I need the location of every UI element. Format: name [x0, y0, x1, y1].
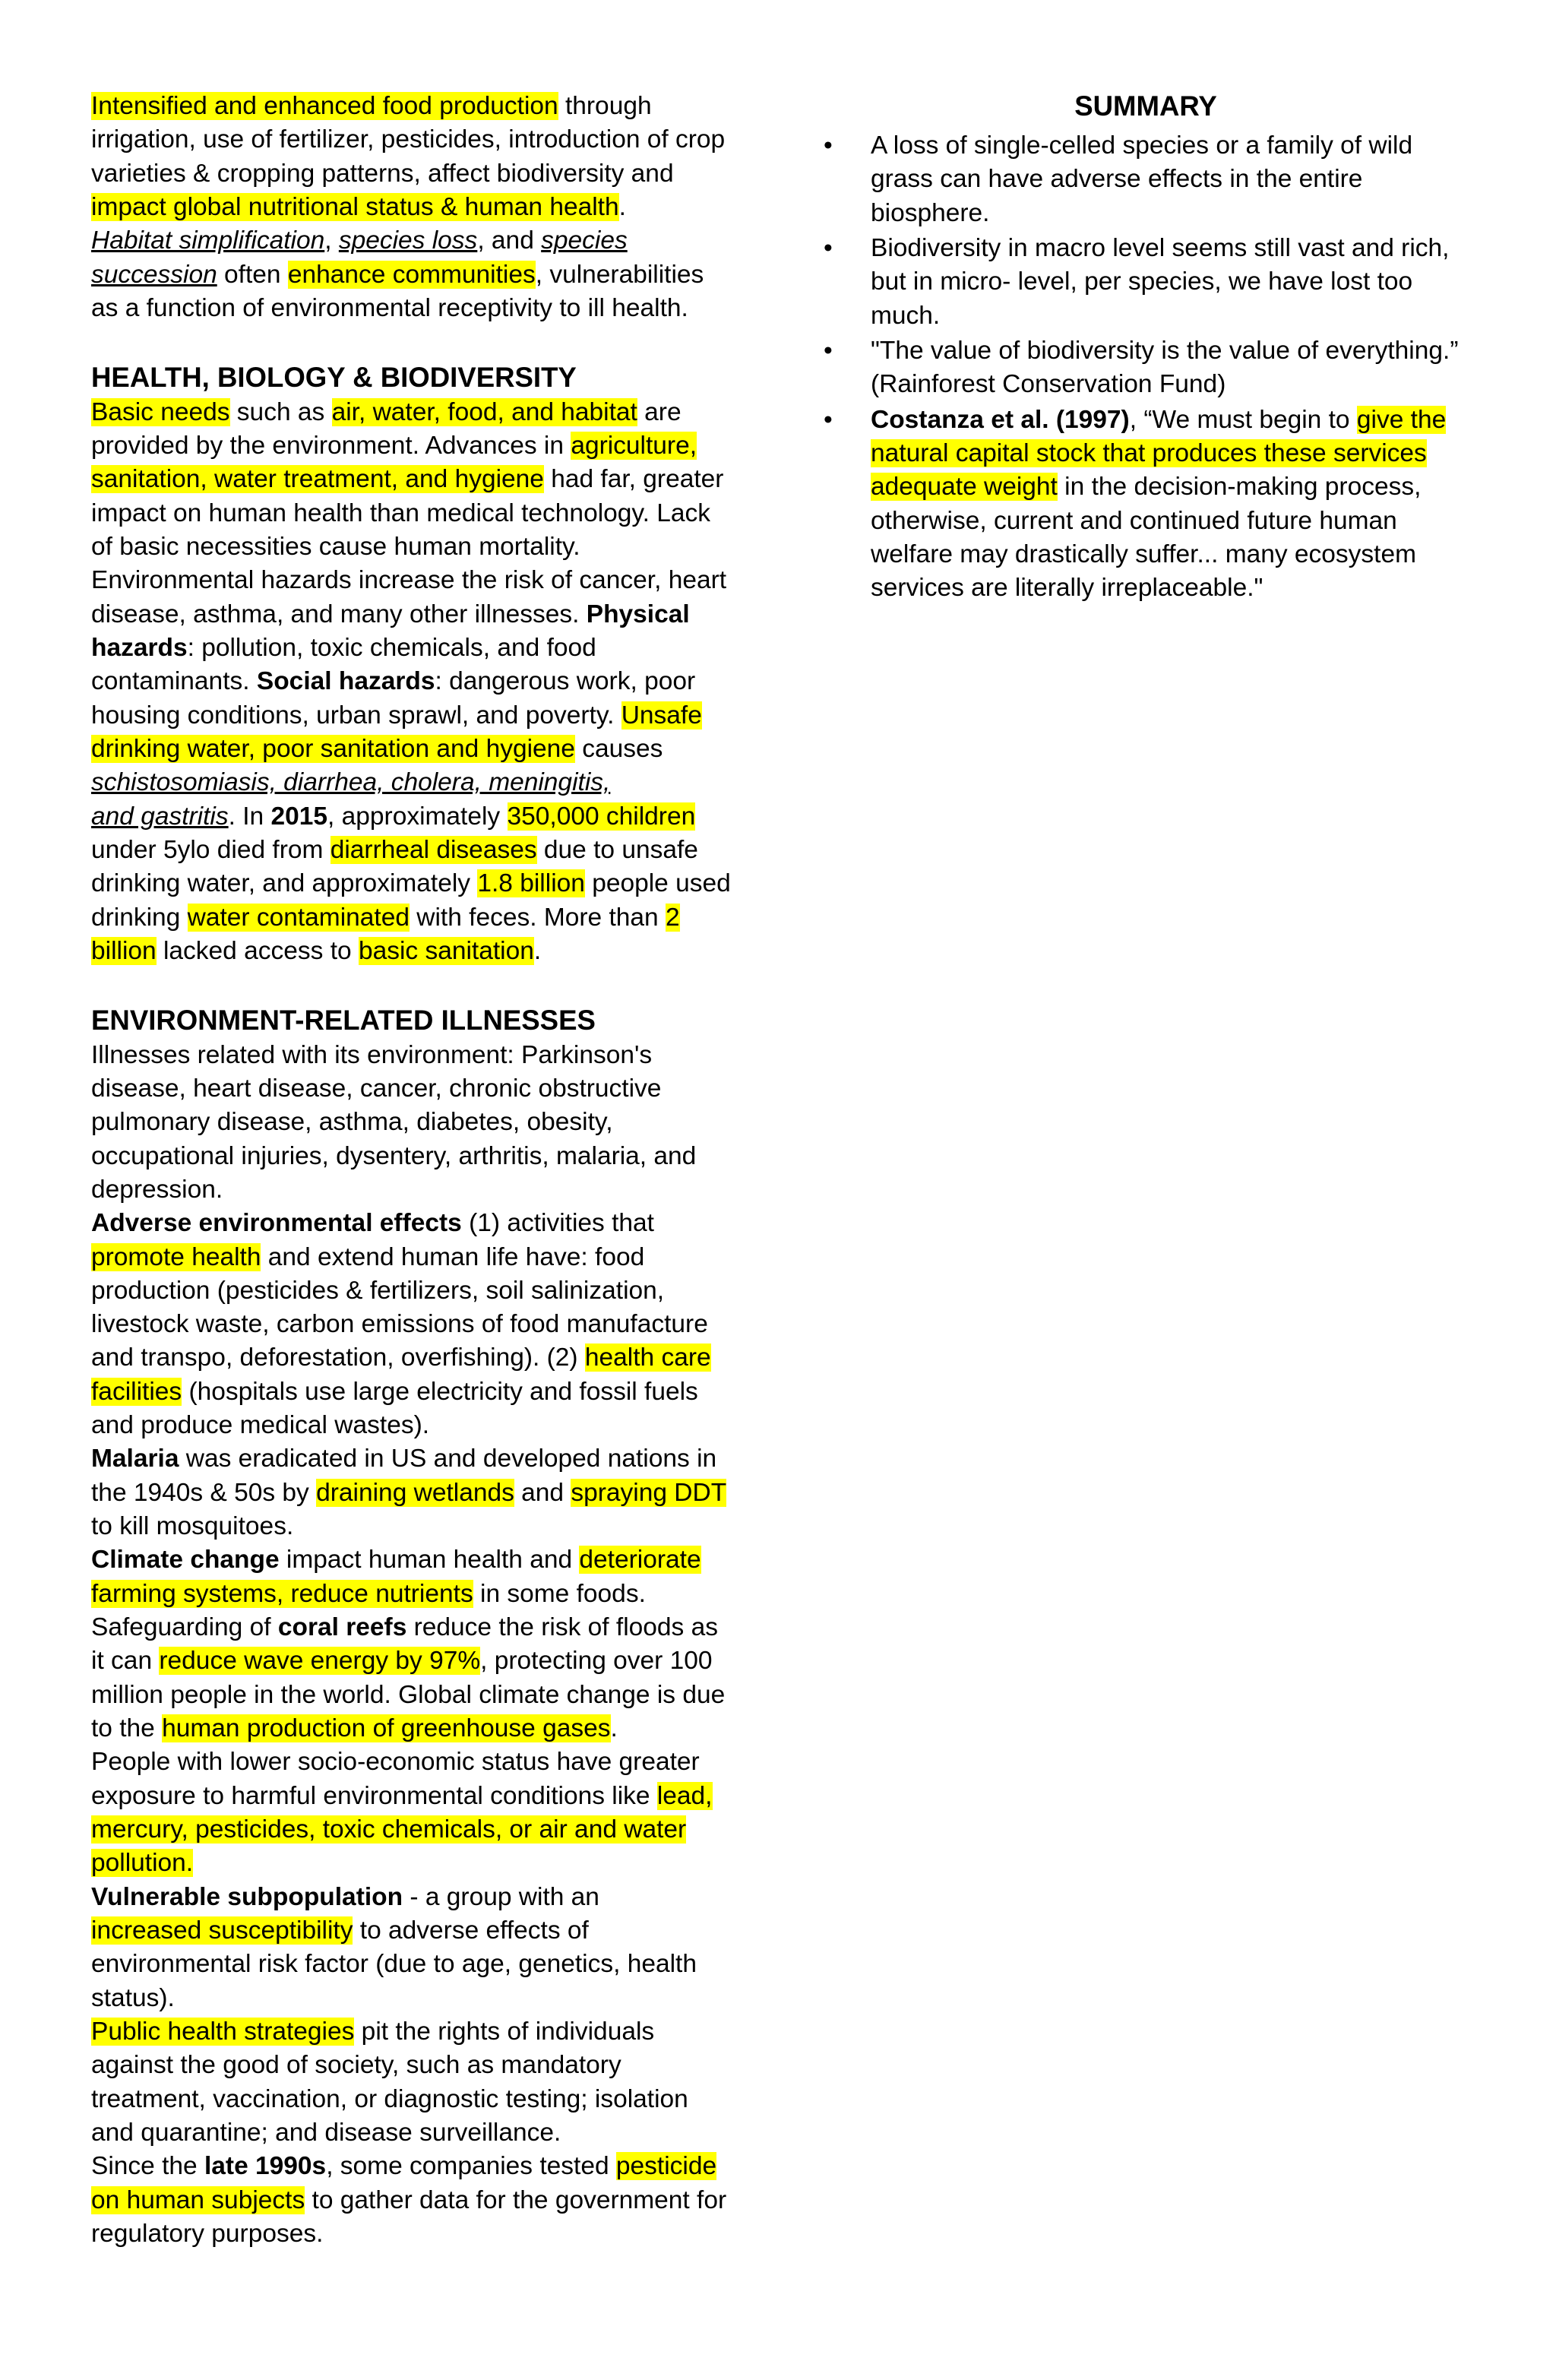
underlined-text: Habitat simplification	[91, 226, 325, 255]
highlighted-text: 1.8 billion	[477, 869, 585, 898]
text-run: such as	[229, 397, 332, 426]
text-run: contaminants.	[91, 667, 257, 696]
bold-text: Climate change	[91, 1546, 280, 1575]
text-run: grass can have adverse effects in the entire	[871, 165, 1363, 194]
text-run: through	[558, 92, 652, 120]
text-line	[91, 1881, 760, 1914]
text-run: irrigation, use of fertilizer, pesticides, introduction of crop	[91, 125, 726, 154]
text-run: as a function of environmental receptivity to ill health.	[91, 293, 688, 322]
highlighted-text: adequate weight	[871, 473, 1058, 502]
text-run: and quarantine; and disease surveillance.	[91, 2119, 561, 2147]
bold-text: late 1990s	[204, 2152, 327, 2181]
bold-text: Vulnerable subpopulation	[91, 1882, 403, 1911]
text-run: impact human health and	[279, 1546, 580, 1575]
text-line	[91, 258, 760, 292]
highlighted-text: health care	[584, 1343, 711, 1372]
text-line	[91, 1140, 760, 1173]
text-line	[871, 437, 1463, 470]
text-line	[91, 292, 760, 325]
text-run: and	[514, 1478, 571, 1507]
text-line	[91, 1442, 760, 1476]
bold-text: Malaria	[91, 1445, 179, 1473]
summary-list	[824, 129, 1463, 606]
text-line	[91, 396, 760, 429]
underlined-text: species loss	[338, 226, 478, 255]
text-section	[91, 90, 760, 325]
text-run: biosphere.	[871, 198, 990, 227]
text-run: services are literally irreplaceable."	[871, 574, 1263, 603]
summary-bullet-item	[824, 404, 1463, 606]
text-run: disease, asthma, and many other illnesses.	[91, 600, 587, 628]
highlighted-text: Unsafe	[621, 701, 702, 730]
text-line	[871, 129, 1463, 163]
text-run: and produce medical wastes).	[91, 1411, 430, 1440]
underlined-text: succession	[91, 260, 217, 289]
text-line	[871, 404, 1463, 437]
text-line	[91, 1813, 760, 1847]
text-run: livestock waste, carbon emissions of food manufacture	[91, 1310, 708, 1339]
text-run: Illnesses related with its environment: Parkinson's	[91, 1040, 653, 1069]
right-column	[824, 88, 1463, 606]
text-line	[91, 598, 760, 631]
text-run: .	[533, 936, 542, 965]
text-run: with feces. More than	[409, 903, 666, 932]
text-run: against the good of society, such as mandatory	[91, 2051, 621, 2080]
text-run: otherwise, current and continued future human	[871, 506, 1397, 535]
text-line	[91, 1039, 760, 1072]
bold-text: Social hazards	[256, 667, 435, 696]
text-line	[871, 538, 1463, 571]
text-line	[91, 224, 760, 258]
text-run: and extend human life have: food	[261, 1242, 645, 1271]
text-line	[91, 2015, 760, 2049]
text-line	[91, 1274, 760, 1308]
text-run: it can	[91, 1647, 160, 1676]
text-run: to the	[91, 1714, 163, 1743]
text-line	[871, 299, 1463, 333]
text-run: pit the rights of individuals	[354, 2018, 655, 2046]
highlighted-text: sanitation, water treatment, and hygiene	[91, 465, 544, 494]
underlined-text: species	[541, 226, 628, 255]
highlighted-text: facilities	[91, 1377, 182, 1406]
text-line	[91, 665, 760, 698]
text-run: was eradicated in US and developed nations in	[179, 1445, 717, 1473]
text-run: the 1940s & 50s by	[91, 1478, 317, 1507]
text-run: but in micro- level, per species, we have lost too	[871, 267, 1413, 296]
text-line	[91, 497, 760, 530]
text-line	[91, 1341, 760, 1375]
text-run: : pollution, toxic chemicals, and food	[187, 633, 596, 662]
bold-text: Physical	[586, 600, 690, 628]
text-line	[91, 867, 760, 900]
text-run: . In	[228, 802, 271, 831]
text-run: (1) activities that	[461, 1209, 654, 1238]
text-run: due to unsafe	[536, 835, 698, 864]
highlighted-text: agriculture,	[571, 431, 697, 460]
text-run: environmental risk factor (due to age, genetics, health	[91, 1950, 697, 1979]
text-line	[91, 901, 760, 935]
summary-bullet-item	[824, 129, 1463, 230]
text-line	[91, 1510, 760, 1543]
highlighted-text: diarrheal diseases	[330, 835, 537, 864]
text-line	[91, 463, 760, 496]
highlighted-text: promote health	[91, 1242, 261, 1271]
text-run: , “We must begin to	[1129, 405, 1357, 434]
text-run: Biodiversity in macro level seems still vast and rich,	[871, 233, 1450, 262]
text-line	[91, 2083, 760, 2116]
bullet-marker: •	[824, 336, 833, 365]
section-heading: ENVIRONMENT-RELATED ILLNESSES	[91, 1004, 596, 1036]
highlighted-text: mercury, pesticides, toxic chemicals, or air and water	[91, 1815, 687, 1844]
highlighted-text: Basic needs	[91, 397, 230, 426]
left-column	[91, 90, 760, 2251]
bullet-marker: •	[824, 131, 833, 160]
text-line	[91, 1914, 760, 1948]
highlighted-text: on human subjects	[91, 2185, 305, 2214]
text-run: drinking	[91, 903, 188, 932]
text-run: lacked access to	[156, 936, 359, 965]
text-line	[91, 157, 760, 191]
text-run: Safeguarding of	[91, 1613, 278, 1642]
highlighted-text: impact global nutritional status & human health	[91, 192, 619, 221]
text-line	[871, 197, 1463, 230]
highlighted-text: enhance communities	[287, 260, 536, 289]
highlighted-text: pollution.	[91, 1849, 194, 1878]
text-run: , some companies tested	[326, 2152, 616, 2181]
text-run: in the decision-making process,	[1057, 473, 1422, 502]
text-run: provided by the environment. Advances in	[91, 431, 571, 460]
text-run: Since the	[91, 2152, 204, 2181]
text-run: pulmonary disease, asthma, diabetes, obesity,	[91, 1108, 613, 1137]
text-run: had far, greater	[543, 465, 724, 494]
text-run: drinking water, and approximately	[91, 869, 478, 898]
text-line	[91, 564, 760, 597]
highlighted-text: billion	[91, 936, 157, 965]
highlighted-text: give the	[1356, 405, 1447, 434]
highlighted-text: 350,000 children	[507, 802, 696, 831]
highlighted-text: 2	[666, 903, 680, 932]
text-run: , approximately	[327, 802, 508, 831]
text-run: people used	[584, 869, 731, 898]
text-line	[871, 505, 1463, 538]
text-line	[91, 1780, 760, 1813]
text-line	[91, 1948, 760, 1981]
text-line	[871, 334, 1463, 368]
text-line	[91, 935, 760, 968]
text-line	[91, 1476, 760, 1510]
text-run: People with lower socio-economic status have greater	[91, 1748, 700, 1777]
text-line	[91, 1241, 760, 1274]
bold-text: 2015	[270, 802, 328, 831]
text-run: housing conditions, urban sprawl, and poverty.	[91, 701, 621, 730]
text-run: "The value of biodiversity is the value of everything.”	[871, 336, 1459, 365]
highlighted-text: basic sanitation	[358, 936, 534, 965]
text-run: reduce the risk of floods as	[406, 1613, 718, 1642]
highlighted-text: lead,	[656, 1781, 713, 1810]
text-run: .	[618, 192, 626, 221]
text-run: million people in the world. Global climate change is due	[91, 1680, 726, 1709]
text-run: regulatory purposes.	[91, 2220, 324, 2249]
text-line	[91, 1409, 760, 1442]
highlighted-text: spraying DDT	[571, 1478, 727, 1507]
text-run: : dangerous work, poor	[435, 667, 696, 696]
text-line	[91, 1679, 760, 1712]
text-line	[91, 2116, 760, 2150]
text-line	[91, 2049, 760, 2082]
text-line	[91, 2150, 760, 2183]
text-line	[91, 1207, 760, 1240]
text-run: much.	[871, 301, 941, 330]
text-line	[871, 265, 1463, 299]
text-run: treatment, vaccination, or diagnostic testing; isolation	[91, 2084, 688, 2113]
highlighted-text: reduce wave energy by 97%	[159, 1647, 481, 1676]
highlighted-text: deteriorate	[579, 1546, 701, 1575]
underlined-text: schistosomiasis, diarrhea, cholera, meningitis,	[91, 768, 611, 797]
text-line	[91, 191, 760, 224]
text-line	[91, 834, 760, 867]
text-line	[871, 571, 1463, 605]
underlined-text: and gastritis	[91, 802, 229, 831]
text-run: (Rainforest Conservation Fund)	[871, 370, 1226, 399]
text-line	[91, 1847, 760, 1880]
highlighted-text: increased susceptibility	[91, 1916, 353, 1945]
text-run: to adverse effects of	[353, 1916, 589, 1945]
highlighted-text: pesticide	[615, 2152, 717, 2181]
text-line	[91, 90, 760, 123]
text-line	[91, 1578, 760, 1611]
text-run: often	[217, 260, 288, 289]
summary-bullet-item	[824, 334, 1463, 402]
text-run: in some foods.	[473, 1579, 646, 1608]
text-run: and transpo, deforestation, overfishing). (2)	[91, 1343, 585, 1372]
text-run: to kill mosquitoes.	[91, 1512, 294, 1541]
text-run: (hospitals use large electricity and fossil fuels	[182, 1377, 698, 1406]
bold-text: coral reefs	[277, 1613, 407, 1642]
text-line	[91, 1982, 760, 2015]
text-run: A loss of single-celled species or a family of wild	[871, 131, 1413, 160]
text-run: welfare may drastically suffer... many ecosystem	[871, 540, 1417, 568]
text-run: exposure to harmful environmental conditions like	[91, 1781, 657, 1810]
highlighted-text: water contaminated	[187, 903, 410, 932]
text-run: occupational injuries, dysentery, arthritis, malaria, and	[91, 1141, 697, 1170]
text-run: depression.	[91, 1175, 223, 1204]
text-line	[91, 1072, 760, 1106]
text-line	[91, 1375, 760, 1409]
text-line	[871, 368, 1463, 401]
text-line	[91, 2217, 760, 2251]
text-line	[91, 1106, 760, 1139]
text-line	[91, 1644, 760, 1678]
text-run: , and	[477, 226, 542, 255]
text-run: causes	[574, 734, 663, 763]
text-run: .	[610, 1714, 618, 1743]
highlighted-text: Intensified and enhanced food production	[91, 92, 558, 120]
text-line	[91, 1543, 760, 1577]
text-run: to gather data for the government for	[305, 2185, 727, 2214]
text-run: , vulnerabilities	[535, 260, 704, 289]
section-heading: HEALTH, BIOLOGY & BIODIVERSITY	[91, 361, 577, 393]
text-line	[91, 1173, 760, 1207]
summary-bullet-item	[824, 232, 1463, 333]
text-line	[871, 470, 1463, 504]
text-line	[91, 530, 760, 564]
text-line	[91, 631, 760, 665]
text-line	[91, 1745, 760, 1779]
text-run: are	[637, 397, 682, 426]
text-line	[871, 163, 1463, 196]
text-line	[91, 1308, 760, 1341]
text-line	[91, 1712, 760, 1745]
text-run: , protecting over 100	[480, 1647, 713, 1676]
text-run: disease, heart disease, cancer, chronic obstructive	[91, 1074, 662, 1103]
bold-text: Adverse environmental effects	[91, 1209, 462, 1238]
summary-heading: SUMMARY	[1074, 90, 1217, 122]
bullet-marker: •	[824, 233, 833, 262]
bold-text: hazards	[91, 633, 188, 662]
text-line	[91, 766, 760, 799]
highlighted-text: air, water, food, and habitat	[331, 397, 637, 426]
highlighted-text: draining wetlands	[316, 1478, 514, 1507]
text-run: production (pesticides & fertilizers, soil salinization,	[91, 1276, 665, 1305]
highlighted-text: drinking water, poor sanitation and hygiene	[91, 734, 575, 763]
text-run: status).	[91, 1983, 175, 2012]
text-run: impact on human health than medical technology. Lack	[91, 498, 711, 527]
text-line	[91, 2184, 760, 2217]
text-run: Environmental hazards increase the risk of cancer, heart	[91, 566, 727, 595]
highlighted-text: farming systems, reduce nutrients	[91, 1579, 473, 1608]
text-line	[91, 123, 760, 157]
highlighted-text: human production of greenhouse gases	[162, 1714, 611, 1743]
text-line	[871, 232, 1463, 265]
text-line	[91, 733, 760, 766]
text-run: ,	[324, 226, 339, 255]
bold-text: Costanza et al. (1997)	[871, 405, 1130, 434]
text-run: under 5ylo died from	[91, 835, 330, 864]
text-line	[91, 800, 760, 834]
text-section	[91, 359, 760, 969]
text-line	[91, 699, 760, 733]
text-line	[91, 1611, 760, 1644]
text-line	[91, 429, 760, 463]
highlighted-text: Public health strategies	[91, 2018, 355, 2046]
text-run: of basic necessities cause human mortality.	[91, 532, 580, 561]
text-section	[91, 1002, 760, 2252]
bullet-marker: •	[824, 405, 833, 434]
text-run: - a group with an	[403, 1882, 599, 1911]
text-run: varieties & cropping patterns, affect biodiversity and	[91, 159, 674, 188]
highlighted-text: natural capital stock that produces these services	[871, 438, 1427, 467]
